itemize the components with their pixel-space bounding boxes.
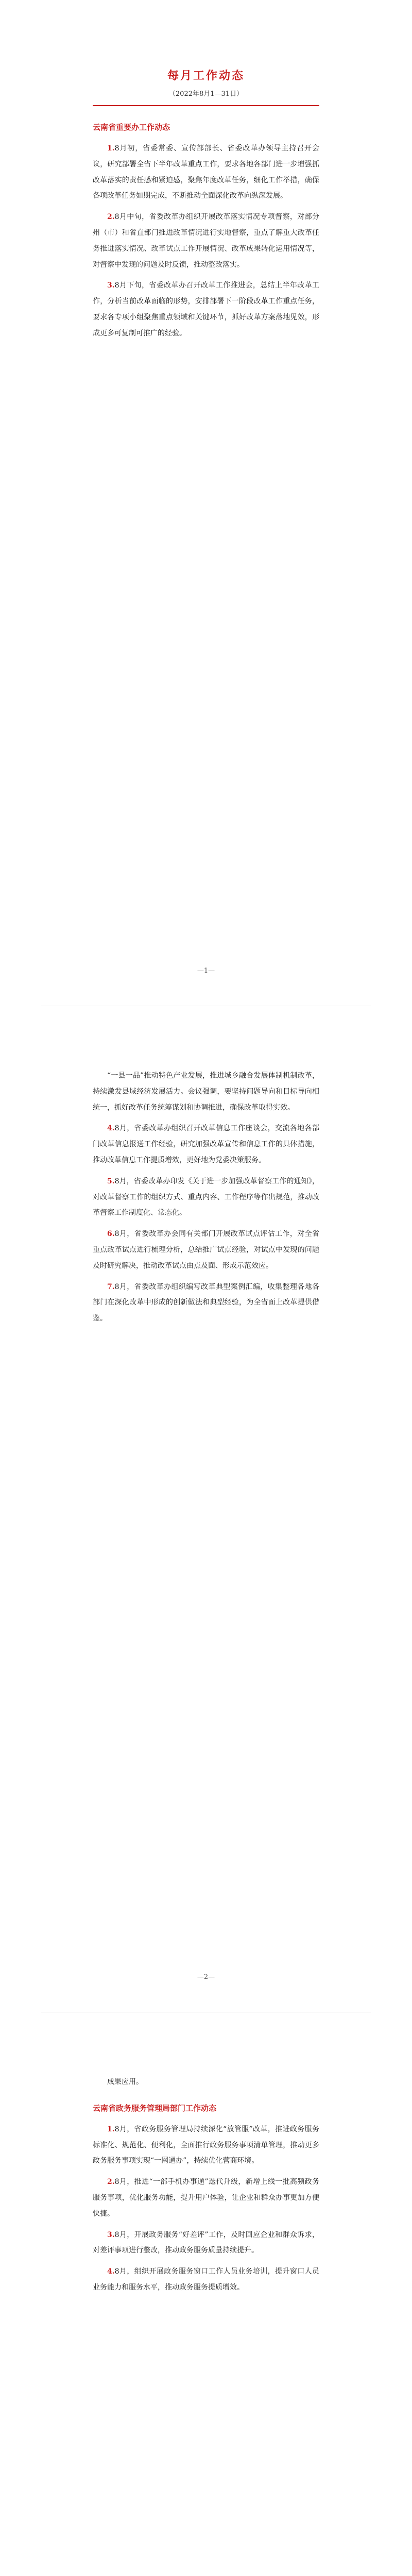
paragraph-text: 8月下旬，省委改革办召开改革工作推进会，总结上半年改革工作，分析当前改革面临的形势，安排部署下一阶段改革工作重点任务，要求各专项小组聚焦重点领域和关键环节，抓好改革方案落地见效，形成更多可复制可推广的经验。 xyxy=(93,281,319,337)
masthead xyxy=(93,67,319,98)
paragraph-lead: 3. xyxy=(107,281,115,290)
paragraph xyxy=(93,1226,319,1274)
paragraph-text: 8月中旬，省委改革办组织开展改革落实情况专项督察，对部分州（市）和省直部门推进改革情况进行实地督察，重点了解重大改革任务推进落实情况、改革试点工作开展情况、改革成果转化运用情况等，对督察中发现的问题及时反馈，推动整改落实。 xyxy=(93,213,319,269)
paragraph-text: 8月，省委改革办组织编写改革典型案例汇编，收集整理各地各部门在深化改革中形成的创新做法和典型经验，为全省面上改革提供借鉴。 xyxy=(93,1282,319,1323)
paragraph-text: 8月，开展政务服务“好差评”工作，及时回应企业和群众诉求，对差评事项进行整改，推动政务服务质量持续提升。 xyxy=(93,2230,319,2255)
paragraph xyxy=(93,2174,319,2222)
document-sheet xyxy=(41,0,371,2576)
paragraph xyxy=(93,2264,319,2296)
page-number: —1— xyxy=(197,967,215,975)
paragraph-text: 8月，组织开展政务服务窗口工作人员业务培训，提升窗口人员业务能力和服务水平，推动政务服务提质增效。 xyxy=(93,2267,319,2292)
paragraph xyxy=(93,1121,319,1168)
masthead-rule xyxy=(93,105,319,106)
masthead-title: 每月工作动态 xyxy=(167,70,245,82)
paragraph xyxy=(93,1279,319,1327)
paragraph-text: 8月初，省委常委、宣传部部长、省委改革办领导主持召开会议，研究部署全省下半年改革重点工作，要求各地各部门进一步增强抓改革落实的责任感和紧迫感，聚焦年度改革任务，细化工作举措，确保各项改革任务如期完成，不断推动全面深化改革向纵深发展。 xyxy=(93,144,319,200)
paragraph-lead: 6. xyxy=(107,1230,115,1239)
paragraph xyxy=(93,1174,319,1221)
paragraph xyxy=(93,209,319,273)
document-page xyxy=(41,2012,371,2576)
paragraph-text: “一县一品”推动特色产业发展，推进城乡融合发展体制机制改革，持续激发县域经济发展活力。会议强调，要坚持问题导向和目标导向相统一，抓好改革任务统筹谋划和协调推进，确保改革取得实效。 xyxy=(93,1072,319,1112)
paragraph xyxy=(93,2074,319,2090)
paragraph xyxy=(93,278,319,341)
paragraph xyxy=(93,2122,319,2169)
paragraph-text: 8月，推进“一部手机办事通”迭代升级，新增上线一批高频政务服务事项，优化服务功能，提升用户体验，让企业和群众办事更加方便快捷。 xyxy=(93,2178,319,2218)
paragraph-lead: 7. xyxy=(107,1282,115,1291)
paragraph-lead: 1. xyxy=(107,2125,115,2133)
paragraph-text: 8月，省政务服务管理局持续深化“放管服”改革，推进政务服务标准化、规范化、便利化，全面推行政务服务事项清单管理，推动更多政务服务事项实现“一网通办”，持续优化营商环境。 xyxy=(93,2125,319,2165)
paragraph-lead: 5. xyxy=(107,1177,115,1185)
paragraph-text: 成果应用。 xyxy=(107,2078,143,2086)
document-page xyxy=(41,0,371,1006)
paragraph-lead: 4. xyxy=(107,1124,115,1133)
page-number: —2— xyxy=(197,1973,215,1981)
document-page xyxy=(41,1006,371,2012)
paragraph-lead: 2. xyxy=(107,2178,115,2187)
paragraph-lead: 3. xyxy=(107,2230,115,2239)
paragraph-text: 8月，省委改革办组织召开改革信息工作座谈会，交流各地各部门改革信息报送工作经验，研究加强改革宣传和信息工作的具体措施，推动改革信息工作提质增效，更好地为党委决策服务。 xyxy=(93,1124,319,1164)
paragraph-text: 8月，省委改革办印发《关于进一步加强改革督察工作的通知》，对改革督察工作的组织方式、重点内容、工作程序等作出规范，推动改革督察工作制度化、常态化。 xyxy=(93,1177,319,1217)
paragraph xyxy=(93,2227,319,2259)
paragraph-lead: 4. xyxy=(107,2267,115,2276)
paragraph-lead: 2. xyxy=(107,213,115,222)
section-heading: 云南省政务服务管理局部门工作动态 xyxy=(93,2103,217,2113)
paragraph xyxy=(93,1068,319,1115)
section-heading: 云南省重要办工作动态 xyxy=(93,123,170,132)
paragraph-text: 8月，省委改革办会同有关部门开展改革试点评估工作，对全省重点改革试点进行梳理分析，总结推广试点经验，对试点中发现的问题及时研究解决，推动改革试点由点及面、形成示范效应。 xyxy=(93,1230,319,1270)
masthead-issue: （2022年8月1—31日） xyxy=(168,90,244,98)
paragraph-lead: 1. xyxy=(107,144,115,152)
paragraph xyxy=(93,141,319,204)
